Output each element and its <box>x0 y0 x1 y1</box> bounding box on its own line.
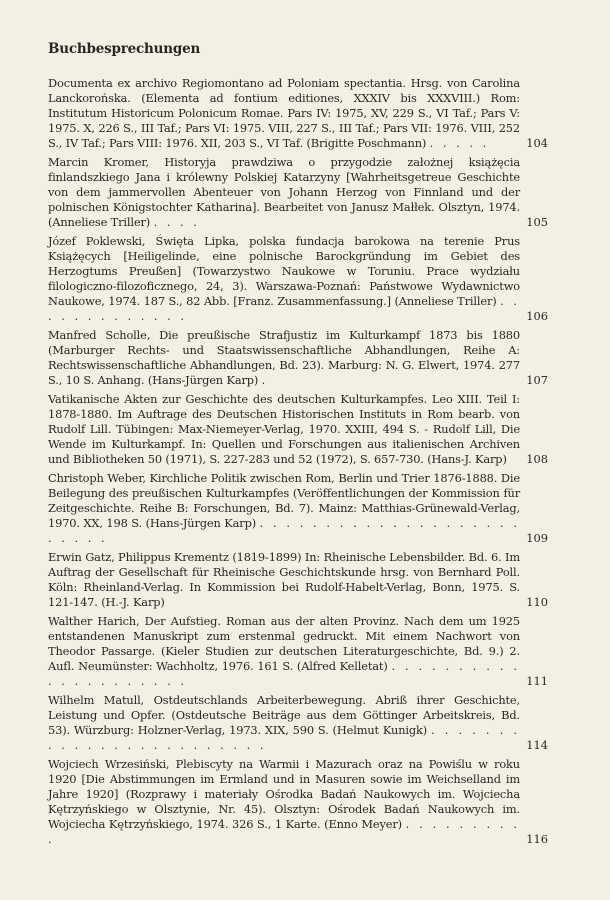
dot-leader: . . . . . <box>429 136 490 150</box>
entry-page-number: 109 <box>526 531 548 545</box>
entry-text: Christoph Weber, Kirchliche Politik zwischen Rom, Berlin und Trier 1876-1888. Die Beilegung des preußischen Kulturkampfes (Veröffentlichungen der Kommission für Zeitgeschichte. Reihe B: Forschungen, Bd. 7). Mainz: Matthias-Grünewald-Verlag, 1970. XX, 198 S. (Hans-Jürgen Karp) <box>48 471 520 530</box>
review-entry <box>48 757 548 847</box>
dot-leader: . <box>261 373 269 387</box>
entry-text: Wilhelm Matull, Ostdeutschlands Arbeiterbewegung. Abriß ihrer Geschichte, Leistung und Opfer. (Ostdeutsche Beiträge aus dem Göttinger Arbeitskreis, Bd. 53). Würzburg: Holzner-Verlag, 1973. XIX, 590 S. (Helmut Kunigk) <box>48 693 520 737</box>
entry-text: Vatikanische Akten zur Geschichte des deutschen Kulturkampfes. Leo XIII. Teil I: 1878-1880. Im Auftrage des Deutschen Historischen Instituts in Rom bearb. von Rudolf Lill. Tübingen: Max-Niemeyer-Verlag, 1970. XXIII, 494 S. - Rudolf Lill, Die Wende im Kulturkampf. In: Quellen und Forschungen aus italienischen Archiven und Bibliotheken 50 (1971), S. 227-283 und 52 (1972), S. 657-730. (Hans-J. Karp) <box>48 392 520 466</box>
dot-leader: . . . . . . . . . . . . . . . . . . . . . . . . . <box>48 516 520 545</box>
entry-page-number: 110 <box>526 595 548 609</box>
dot-leader: . . . . <box>153 215 200 229</box>
entry-page-number: 114 <box>526 738 548 752</box>
review-entry <box>48 234 548 324</box>
dot-leader: . . . . . . . . . . <box>48 817 520 846</box>
review-list <box>48 76 548 851</box>
entry-text: Manfred Scholle, Die preußische Strafjustiz im Kulturkampf 1873 bis 1880 (Marburger Rechts- und Staatswissenschaftliche Abhandlungen, Reihe A: Rechtswissenschaftliche Abhandlungen, Bd. 23). Marburg: N. G. Elwert, 1974. 277 S., 10 S. Anhang. (Hans-Jürgen Karp) <box>48 328 520 387</box>
entry-text: Józef Poklewski, Święta Lipka, polska fundacja barokowa na terenie Prus Książęcych [Heiligelinde, eine polnische Barockgründung im Gebiet des Herzogtums Preußen] (Towarzystwo Naukowe w Toruniu. Prace wydziału filologiczno-filozoficznego, 24, 3). Warszawa-Poznań: Państwowe Wydawnictwo Naukowe, 1974. 187 S., 82 Abb. [Franz. Zusammenfassung.] (Anneliese Triller) <box>48 234 520 308</box>
entry-page-number: 111 <box>526 674 548 688</box>
review-entry <box>48 471 548 546</box>
entry-page-number: 107 <box>526 373 548 387</box>
review-entry <box>48 328 548 388</box>
entry-page-number: 108 <box>526 452 548 466</box>
dot-leader: . . . . . . . . . . . . . . . . . . . . . . . . <box>48 723 520 752</box>
review-entry <box>48 614 548 689</box>
review-entry <box>48 693 548 753</box>
review-entry <box>48 76 548 151</box>
entry-page-number: 104 <box>526 136 548 150</box>
entry-page-number: 116 <box>526 832 548 846</box>
review-entry <box>48 155 548 230</box>
entry-page-number: 105 <box>526 215 548 229</box>
review-entry <box>48 550 548 610</box>
entry-text: Wojciech Wrzesiński, Plebiscyty na Warmii i Mazurach oraz na Powiślu w roku 1920 [Die Abstimmungen im Ermland und in Masuren sowie im Weichselland im Jahre 1920] (Rozprawy i materiały Ośrodka Badań Naukowych im. Wojciecha Kętrzyńskiego w Olsztynie, Nr. 45). Olsztyn: Ośrodek Badań Naukowych im. Wojciecha Kętrzyńskiego, 1974. 326 S., 1 Karte. (Enno Meyer) <box>48 757 520 831</box>
dot-leader: . . . . . . . . . . . . . <box>48 294 520 323</box>
page-heading: Buchbesprechungen <box>48 41 201 57</box>
entry-page-number: 106 <box>526 309 548 323</box>
entry-text: Walther Harich, Der Aufstieg. Roman aus der alten Provinz. Nach dem um 1925 entstandenen Manuskript zum erstenmal gedruckt. Mit einem Nachwort von Theodor Passarge. (Kieler Studien zur deutschen Literaturgeschichte, Bd. 9.) 2. Aufl. Neumünster: Wachholtz, 1976. 161 S. (Alfred Kelletat) <box>48 614 520 673</box>
entry-text: Erwin Gatz, Philippus Krementz (1819-1899) In: Rheinische Lebensbilder. Bd. 6. Im Auftrag der Gesellschaft für Rheinische Geschichtskunde hrsg. von Bernhard Poll. Köln: Rheinland-Verlag. In Kommission bei Rudolf-Habelt-Verlag, Bonn, 1975. S. 121-147. (H.-J. Karp) <box>48 550 520 609</box>
dot-leader: . . . . . . . . . . . . . . . . . . . . . <box>48 659 520 688</box>
entry-text: Documenta ex archivo Regiomontano ad Poloniam spectantia. Hrsg. von Carolina Lanckorońska. (Elementa ad fontium editiones, XXXIV bis XXXVIII.) Rom: Institutum Historicum Polonicum Romae. Pars IV: 1975, XV, 229 S., VI Taf.; Pars V: 1975. X, 226 S., III Taf.; Pars VI: 1975. VIII, 227 S., III Taf.; Pars VII: 1976. VIII, 252 S., IV Taf.; Pars VIII: 1976. XII, 203 S., VI Taf. (Brigitte Poschmann) <box>48 76 520 150</box>
entry-text: Marcin Kromer, Historyja prawdziwa o przygodzie założnej książęcia finlandszkiego Jana i królewny Polskiej Katarzyny [Wahrheitsgetreue Geschichte von dem jammervollen Abenteuer von Johann Herzog von Finnland und der polnischen Königstochter Katharina]. Bearbeitet von Janusz Małłek. Olsztyn, 1974. (Anneliese Triller) <box>48 155 520 229</box>
review-entry <box>48 392 548 467</box>
